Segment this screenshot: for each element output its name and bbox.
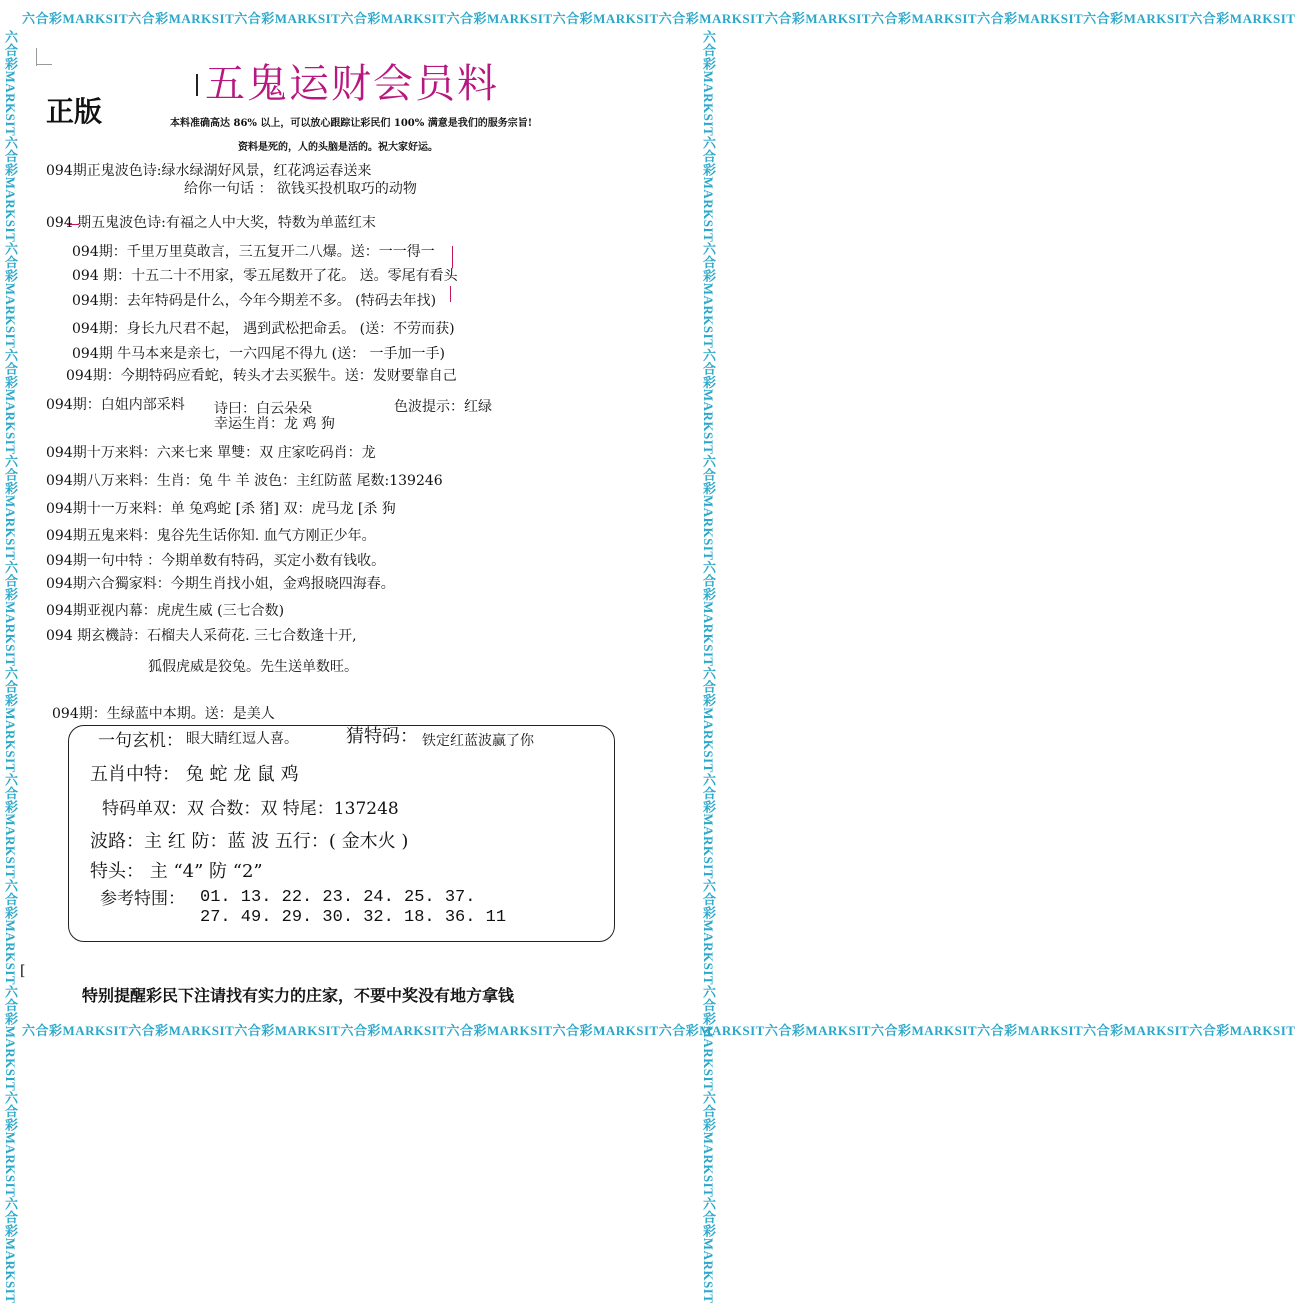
title-divider [196, 74, 198, 96]
tetou-line: 特头： 主 “4” 防 “2” [90, 861, 263, 882]
tagline-2: 资料是死的，人的头脑是活的。祝大家好运。 [238, 142, 438, 153]
line-9b: 诗曰：白云朵朵 [214, 401, 312, 417]
cankao-row-2: 27. 49. 29. 30. 32. 18. 36. 11 [200, 908, 507, 927]
cankao-label: 参考特围： [100, 889, 185, 909]
watermark-bottom: 六合彩MARKSIT六合彩MARKSIT六合彩MARKSIT六合彩MARKSIT六合彩MARKSIT六合彩MARKSIT六合彩MARKSIT六合彩MARKSIT六合彩MARKSIT六合彩MARKSIT六合彩MARKSIT六合彩MARKSIT [22, 1023, 1295, 1038]
xuanji-text: 眼大睛红逗人喜。 [186, 731, 298, 747]
line-1b: 给你一句话 ： 欲钱买投机取巧的动物 [184, 181, 417, 197]
line-12: 094期十一万来料：单 兔鸡蛇 [杀 猪] 双：虎马龙 [杀 狗 [46, 501, 396, 517]
line-18: 094期：生绿蓝中本期。送：是美人 [52, 706, 275, 722]
line-16: 094期亚视内幕：虎虎生威 (三七合数) [46, 603, 285, 619]
line-2: 094 期五鬼波色诗:有福之人中大奖，特数为单蓝红末 [46, 215, 376, 231]
corner-tick [36, 64, 52, 65]
handwritten-mark [450, 286, 451, 302]
line-10: 094期十万来料：六来七来 單雙：双 庄家吃码肖：龙 [46, 445, 376, 461]
watermark-right: 六合彩MARKSIT六合彩MARKSIT六合彩MARKSIT六合彩MARKSIT六合彩MARKSIT六合彩MARKSIT六合彩MARKSIT六合彩MARKSIT六合彩MARKSIT六合彩MARKSIT六合彩MARKSIT六合彩MARKSIT [701, 30, 716, 1303]
tagline-1: 本料准确高达 86% 以上，可以放心跟踪让彩民们 100% 满意是我们的服务宗旨! [170, 118, 533, 129]
bolu-line: 波路：主 红 防：蓝 波 五行：( 金木火 ) [90, 831, 409, 852]
line-1: 094期正鬼波色诗:绿水绿湖好风景，红花鸿运春送来 [46, 163, 372, 179]
line-9c: 色波提示：红绿 [394, 399, 492, 415]
danshuang-line: 特码单双：双 合数：双 特尾：137248 [102, 799, 399, 819]
cankao-row-1: 01. 13. 22. 23. 24. 25. 37. [200, 888, 476, 907]
footer-warning: 特别提醒彩民下注请找有实力的庄家，不要中奖没有地方拿钱 [82, 986, 515, 1005]
line-4: 094 期：十五二十不用家，零五尾数开了花。 送。零尾有看头 [72, 268, 458, 284]
line-9d: 幸运生肖：龙 鸡 狗 [214, 416, 335, 432]
watermark-left: 六合彩MARKSIT六合彩MARKSIT六合彩MARKSIT六合彩MARKSIT六合彩MARKSIT六合彩MARKSIT六合彩MARKSIT六合彩MARKSIT六合彩MARKSIT六合彩MARKSIT六合彩MARKSIT六合彩MARKSIT [3, 30, 18, 1303]
line-15: 094期六合獨家料：今期生肖找小姐，金鸡报晓四海春。 [46, 576, 395, 592]
badge-zhengban: 正版 [46, 95, 103, 128]
page-title: 五鬼运财会员料 [205, 61, 499, 107]
line-7: 094期 牛马本来是亲七，一六四尾不得九 (送： 一手加一手) [72, 346, 445, 362]
watermark-top: 六合彩MARKSIT六合彩MARKSIT六合彩MARKSIT六合彩MARKSIT六合彩MARKSIT六合彩MARKSIT六合彩MARKSIT六合彩MARKSIT六合彩MARKSIT六合彩MARKSIT六合彩MARKSIT六合彩MARKSIT [22, 11, 1295, 26]
line-14: 094期一句中特 ：今期单数有特码，买定小数有钱收。 [46, 553, 386, 569]
cai-label: 猜特码： [346, 726, 418, 747]
line-17: 094 期玄機詩：石榴夫人采荷花. 三七合数逢十开, [46, 628, 357, 644]
line-5: 094期：去年特码是什么，今年今期差不多。 (特码去年找) [72, 293, 437, 309]
line-17b: 狐假虎威是狡兔。先生送单数旺。 [148, 659, 358, 675]
line-3: 094期：千里万里莫敢言，三五复开二八爆。送：一一得一 [72, 244, 435, 260]
line-11: 094期八万来料：生肖：兔 牛 羊 波色：主红防蓝 尾数:139246 [46, 473, 443, 489]
cai-text: 铁定红蓝波赢了你 [422, 733, 534, 749]
line-8: 094期：今期特码应看蛇，转头才去买猴牛。送：发财要靠自己 [66, 368, 457, 384]
line-6: 094期：身长九尺君不起， 遇到武松把命丢。 (送：不劳而获) [72, 321, 455, 337]
line-9a: 094期：白姐内部采料 [46, 397, 185, 413]
line-13: 094期五鬼来料：鬼谷先生话你知. 血气方刚正少年。 [46, 528, 376, 544]
left-bracket-mark: [ [20, 963, 26, 979]
wuxiao-line: 五肖中特： 兔 蛇 龙 鼠 鸡 [90, 764, 299, 785]
xuanji-label: 一句玄机： [98, 731, 183, 751]
